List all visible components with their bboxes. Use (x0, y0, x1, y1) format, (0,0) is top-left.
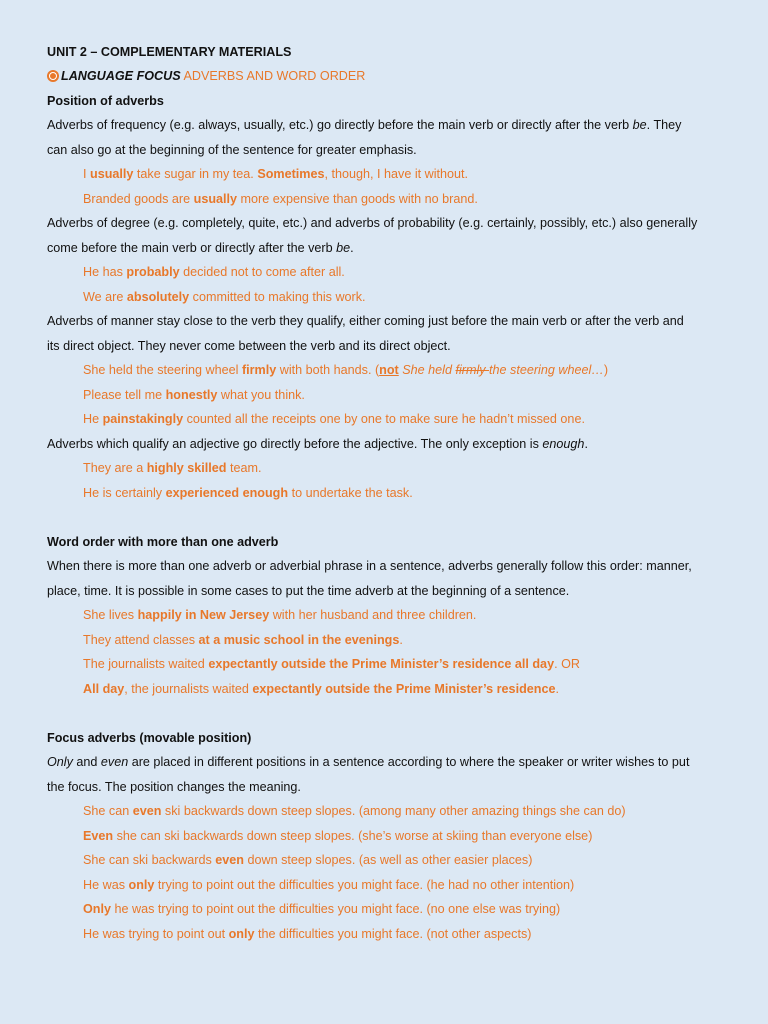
text: ) (603, 363, 609, 377)
text: with both hands. ( (276, 363, 380, 377)
paragraph-line (47, 754, 689, 770)
text: Adverbs which qualify an adjective go directly before the adjective. The only exception is (47, 437, 543, 451)
paragraph-line: the focus. The position changes the meaning. (47, 780, 301, 794)
text: He is certainly (83, 486, 166, 500)
text: . (555, 682, 559, 696)
text: committed to making this work. (189, 290, 366, 304)
text: She lives (83, 608, 138, 622)
paragraph-line: place, time. It is possible in some cases to put the time adverb at the beginning of a sentence. (47, 584, 570, 598)
highlight: All day (83, 682, 125, 696)
example-sentence (83, 191, 478, 207)
example-sentence (83, 852, 532, 868)
text: They attend classes (83, 633, 199, 647)
example-sentence (83, 264, 345, 280)
text: He was trying to point out (83, 927, 229, 941)
text: the difficulties you might face. (not other aspects) (254, 927, 532, 941)
text: We are (83, 290, 127, 304)
text: decided not to come after all. (179, 265, 345, 279)
highlight: only (128, 878, 155, 892)
example-sentence (83, 632, 403, 648)
example-sentence (83, 901, 560, 917)
highlight: at a music school in the evenings (198, 633, 400, 647)
text: trying to point out the difficulties you might face. (he had no other intention) (154, 878, 575, 892)
paragraph-line (47, 436, 588, 452)
text: The journalists waited (83, 657, 209, 671)
text: . (584, 437, 588, 451)
highlight: usually (193, 192, 238, 206)
highlight: expectantly outside the Prime Minister’s residence all day (208, 657, 555, 671)
struck-text: firmly (455, 363, 490, 377)
text: she can ski backwards down steep slopes. (she’s worse at skiing than everyone else) (113, 829, 593, 843)
text: come before the main verb or directly after the verb (47, 241, 337, 255)
text: They are a (83, 461, 147, 475)
highlight: experienced enough (165, 486, 289, 500)
text: She held (398, 363, 456, 377)
paragraph-line: When there is more than one adverb or adverbial phrase in a sentence, adverbs generally follow this order: manner, (47, 559, 692, 573)
text: Branded goods are (83, 192, 194, 206)
text: and (72, 755, 101, 769)
text: , the journalists waited (124, 682, 253, 696)
highlight: not (379, 363, 399, 377)
paragraph-line: Adverbs of degree (e.g. completely, quite, etc.) and adverbs of probability (e.g. certainly, possibly, etc.) also generally (47, 216, 698, 230)
text: down steep slopes. (as well as other easier places) (244, 853, 533, 867)
highlight: honestly (165, 388, 218, 402)
text: take sugar in my tea. (133, 167, 258, 181)
highlight: absolutely (126, 290, 190, 304)
highlight: even (132, 804, 162, 818)
section-heading: Word order with more than one adverb (47, 535, 279, 549)
text: She held the steering wheel (83, 363, 242, 377)
highlight: usually (90, 167, 134, 181)
text: She can (83, 804, 133, 818)
example-sentence (83, 828, 592, 844)
section-heading: Position of adverbs (47, 94, 164, 108)
text: He was (83, 878, 129, 892)
text: counted all the receipts one by one to make sure he hadn’t missed one. (183, 412, 585, 426)
example-sentence (83, 362, 608, 378)
highlight: expectantly outside the Prime Minister’s residence (252, 682, 556, 696)
highlight: Even (83, 829, 114, 843)
topic-title: ADVERBS AND WORD ORDER (183, 69, 366, 83)
text: what you think. (217, 388, 305, 402)
example-sentence (83, 877, 574, 893)
language-focus-title (47, 68, 365, 84)
text: with her husband and three children. (269, 608, 477, 622)
text: I (83, 167, 90, 181)
text: . They (646, 118, 682, 132)
highlight: Only (83, 902, 111, 916)
highlight: Sometimes (257, 167, 325, 181)
text: even (100, 755, 129, 769)
highlight: firmly (241, 363, 277, 377)
text: be (632, 118, 647, 132)
globe-icon (47, 70, 59, 82)
text: , though, I have it without. (324, 167, 469, 181)
example-sentence (83, 289, 366, 305)
text: . (350, 241, 354, 255)
paragraph-line (47, 117, 681, 133)
text: He has (83, 265, 127, 279)
text: Adverbs of frequency (e.g. always, usually, etc.) go directly before the main verb or directly after the verb (47, 118, 633, 132)
example-sentence (83, 803, 626, 819)
highlight: only (228, 927, 255, 941)
example-sentence (83, 681, 559, 697)
example-sentence (83, 485, 413, 501)
text: he was trying to point out the difficulties you might face. (no one else was trying) (111, 902, 561, 916)
highlight: happily in New Jersey (137, 608, 270, 622)
text: more expensive than goods with no brand. (237, 192, 478, 206)
text: enough (542, 437, 585, 451)
text: ski backwards down steep slopes. (among many other amazing things she can do) (161, 804, 626, 818)
example-sentence (83, 166, 468, 182)
example-sentence (83, 460, 261, 476)
example-sentence (83, 926, 531, 942)
example-sentence (83, 607, 476, 623)
text: to undertake the task. (288, 486, 413, 500)
text: be (336, 241, 351, 255)
paragraph-line: Adverbs of manner stay close to the verb they qualify, either coming just before the main verb or after the verb and (47, 314, 684, 328)
paragraph-line: can also go at the beginning of the sentence for greater emphasis. (47, 143, 417, 157)
unit-title: UNIT 2 – COMPLEMENTARY MATERIALS (47, 45, 292, 59)
paragraph-line: its direct object. They never come between the verb and its direct object. (47, 339, 451, 353)
text: team. (226, 461, 262, 475)
paragraph-line (47, 240, 354, 256)
highlight: highly skilled (146, 461, 227, 475)
section-heading: Focus adverbs (movable position) (47, 731, 252, 745)
highlight: painstakingly (102, 412, 184, 426)
text: are placed in different positions in a sentence according to where the speaker or writer wishes to put (128, 755, 690, 769)
text: She can ski backwards (83, 853, 216, 867)
text: He (83, 412, 103, 426)
language-focus-label: LANGUAGE FOCUS (61, 69, 181, 83)
text: Only (47, 755, 73, 769)
text: . (399, 633, 403, 647)
text: Please tell me (83, 388, 166, 402)
text: . OR (554, 657, 580, 671)
example-sentence (83, 387, 305, 403)
text: the steering wheel… (489, 363, 604, 377)
highlight: probably (126, 265, 180, 279)
example-sentence (83, 656, 580, 672)
highlight: even (215, 853, 245, 867)
example-sentence (83, 411, 585, 427)
